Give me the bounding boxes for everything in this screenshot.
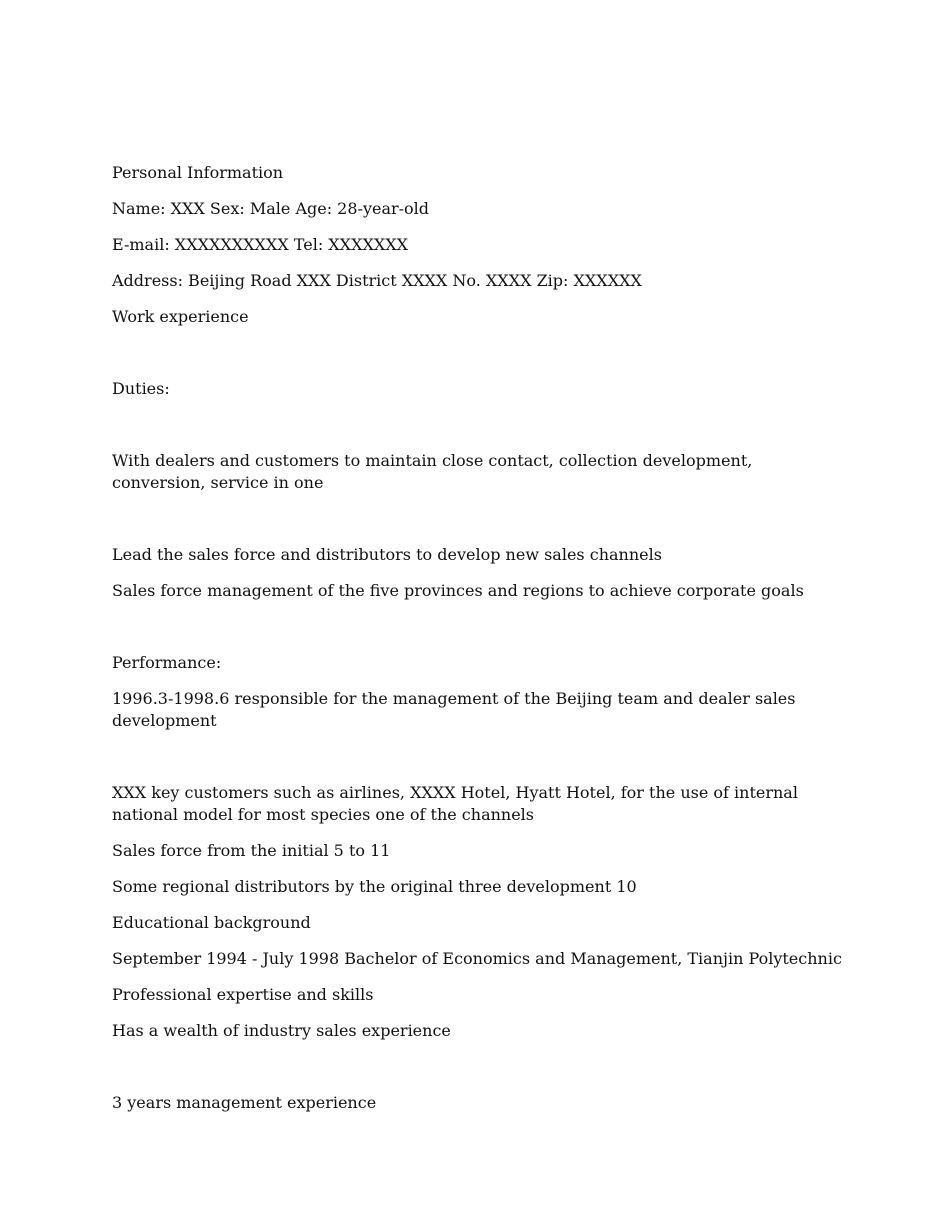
duties-label: Duties:	[112, 379, 170, 398]
skill-item: 3 years management experience	[112, 1093, 377, 1112]
blank-line	[112, 414, 842, 436]
skill-item: Has a wealth of industry sales experience	[112, 1021, 451, 1040]
education-item: September 1994 - July 1998 Bachelor of Economics and Management, Tianjin Polytechnic	[112, 949, 842, 968]
duty-item: Lead the sales force and distributors to develop new sales channels	[112, 545, 662, 564]
blank-line	[112, 508, 842, 530]
duty-item: With dealers and customers to maintain close contact, collection development, conversion, service in one	[112, 451, 753, 492]
section-heading-educational-background: Educational background	[112, 913, 311, 932]
section-heading-work-experience: Work experience	[112, 307, 249, 326]
performance-item: Sales force from the initial 5 to 11	[112, 841, 391, 860]
performance-item: 1996.3-1998.6 responsible for the management of the Beijing team and dealer sales development	[112, 689, 796, 730]
document-body	[112, 162, 842, 1128]
blank-line	[112, 1056, 842, 1078]
duty-item: Sales force management of the five provinces and regions to achieve corporate goals	[112, 581, 804, 600]
name-sex-age-line: Name: XXX Sex: Male Age: 28-year-old	[112, 199, 430, 218]
blank-line	[112, 616, 842, 638]
blank-line	[112, 746, 842, 768]
performance-item: Some regional distributors by the original three development 10	[112, 877, 637, 896]
section-heading-personal-information: Personal Information	[112, 163, 284, 182]
performance-item: XXX key customers such as airlines, XXXX Hotel, Hyatt Hotel, for the use of internal national model for most species one of the channels	[112, 783, 798, 824]
address-line: Address: Beijing Road XXX District XXXX No. XXXX Zip: XXXXXX	[112, 271, 642, 290]
blank-line	[112, 342, 842, 364]
performance-label: Performance:	[112, 653, 222, 672]
section-heading-expertise-skills: Professional expertise and skills	[112, 985, 374, 1004]
email-tel-line: E-mail: XXXXXXXXXX Tel: XXXXXXX	[112, 235, 409, 254]
